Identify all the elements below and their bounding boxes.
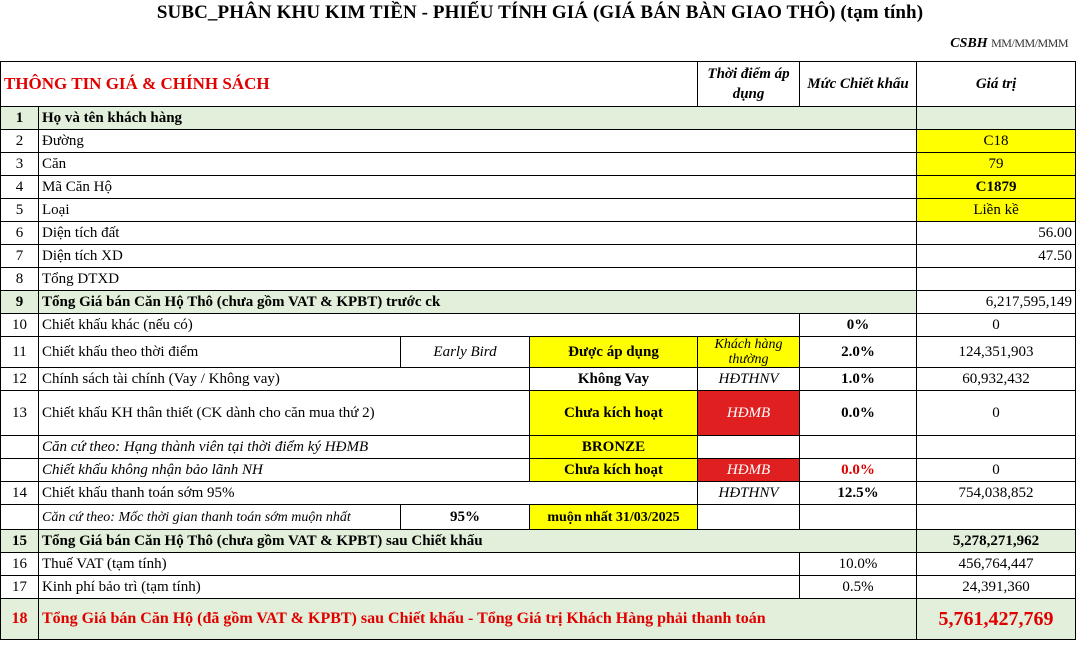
empty-cell (698, 505, 800, 530)
table-row (1, 436, 1076, 459)
page-title: SUBC_PHÂN KHU KIM TIỀN - PHIẾU TÍNH GIÁ (GIÁ BÁN BÀN GIAO THÔ) (tạm tính) (156, 2, 924, 23)
finance-policy-status[interactable]: Không Vay (530, 368, 698, 391)
finance-policy-label: Chính sách tài chính (Vay / Không vay) (39, 368, 530, 391)
early-payment-label: Chiết khấu thanh toán sớm 95% (39, 482, 698, 505)
row-number: 17 (1, 576, 39, 599)
empty-cell (800, 436, 917, 459)
row-number: 15 (1, 530, 39, 553)
row-number: 8 (1, 268, 39, 291)
time-discount-customer-type[interactable]: Khách hàng thường (698, 337, 800, 368)
total-payable-value: 5,761,427,769 (917, 599, 1076, 640)
no-guarantee-status[interactable]: Chưa kích hoạt (530, 459, 698, 482)
early-payment-basis-label: Căn cứ theo: Mốc thời gian thanh toán sớm muộn nhất (39, 505, 401, 530)
row-number: 2 (1, 130, 39, 153)
build-area-label: Diện tích XD (39, 245, 917, 268)
table-row (1, 459, 1076, 482)
vat-value: 456,764,447 (917, 553, 1076, 576)
row-number: 18 (1, 599, 39, 640)
section-title: THÔNG TIN GIÁ & CHÍNH SÁCH (1, 62, 698, 107)
time-col-header: Thời điểm áp dụng (698, 62, 800, 107)
table-row (1, 222, 1076, 245)
time-discount-status[interactable]: Được áp dụng (530, 337, 698, 368)
row-number: 4 (1, 176, 39, 199)
gross-price-value: 6,217,595,149 (917, 291, 1076, 314)
row-number: 5 (1, 199, 39, 222)
other-discount-label: Chiết khấu khác (nếu có) (39, 314, 800, 337)
table-row (1, 530, 1076, 553)
finance-policy-time: HĐTHNV (698, 368, 800, 391)
net-price-label: Tổng Giá bán Căn Hộ Thô (chưa gồm VAT & KPBT) sau Chiết khấu (39, 530, 917, 553)
time-discount-value: 124,351,903 (917, 337, 1076, 368)
time-discount-label: Chiết khấu theo thời điểm (39, 337, 401, 368)
loyal-discount-status[interactable]: Chưa kích hoạt (530, 391, 698, 436)
table-row (1, 599, 1076, 640)
unit-label: Căn (39, 153, 917, 176)
csbh-code: MM/MM/MMM (991, 36, 1068, 50)
table-row (1, 482, 1076, 505)
table-row (1, 153, 1076, 176)
row-number: 12 (1, 368, 39, 391)
row-number: 6 (1, 222, 39, 245)
unit-value[interactable]: 79 (917, 153, 1076, 176)
vat-label: Thuế VAT (tạm tính) (39, 553, 800, 576)
no-guarantee-rate: 0.0% (800, 459, 917, 482)
loyal-discount-label: Chiết khấu KH thân thiết (CK dành cho căn mua thứ 2) (39, 391, 530, 436)
empty-cell (800, 505, 917, 530)
early-bird-label: Early Bird (401, 337, 530, 368)
row-number (1, 459, 39, 482)
table-row (1, 199, 1076, 222)
table-row (1, 291, 1076, 314)
other-discount-rate[interactable]: 0% (800, 314, 917, 337)
table-row (1, 176, 1076, 199)
row-number: 16 (1, 553, 39, 576)
table-row (1, 368, 1076, 391)
row-number: 10 (1, 314, 39, 337)
price-table (0, 61, 1076, 640)
customer-name-value[interactable] (917, 107, 1076, 130)
unit-code-value[interactable]: C1879 (917, 176, 1076, 199)
table-row (1, 245, 1076, 268)
land-area-label: Diện tích đất (39, 222, 917, 245)
row-number (1, 436, 39, 459)
build-area-value: 47.50 (917, 245, 1076, 268)
maintenance-fee-label: Kinh phí bảo trì (tạm tính) (39, 576, 800, 599)
total-build-area-value (917, 268, 1076, 291)
empty-cell (698, 436, 800, 459)
no-guarantee-value: 0 (917, 459, 1076, 482)
no-guarantee-label: Chiết khấu không nhận bảo lãnh NH (39, 459, 530, 482)
vat-rate: 10.0% (800, 553, 917, 576)
value-col-header: Giá trị (917, 62, 1076, 107)
early-payment-deadline[interactable]: muộn nhất 31/03/2025 (530, 505, 698, 530)
loyal-discount-value: 0 (917, 391, 1076, 436)
customer-name-label: Họ và tên khách hàng (39, 107, 917, 130)
finance-policy-rate: 1.0% (800, 368, 917, 391)
street-label: Đường (39, 130, 917, 153)
row-number: 9 (1, 291, 39, 314)
gross-price-label: Tổng Giá bán Căn Hộ Thô (chưa gồm VAT & KPBT) trước ck (39, 291, 917, 314)
loyal-discount-rate: 0.0% (800, 391, 917, 436)
table-row (1, 314, 1076, 337)
other-discount-value: 0 (917, 314, 1076, 337)
finance-policy-value: 60,932,432 (917, 368, 1076, 391)
land-area-value: 56.00 (917, 222, 1076, 245)
header-row (1, 62, 1076, 107)
early-payment-time: HĐTHNV (698, 482, 800, 505)
row-number: 11 (1, 337, 39, 368)
table-row (1, 268, 1076, 291)
total-build-area-label: Tổng DTXD (39, 268, 917, 291)
csbh-label (950, 36, 1068, 52)
type-label: Loại (39, 199, 917, 222)
total-payable-label: Tổng Giá bán Căn Hộ (đã gồm VAT & KPBT) sau Chiết khấu - Tổng Giá trị Khách Hàng phải thanh toán (39, 599, 917, 640)
empty-cell (917, 436, 1076, 459)
csbh-prefix: CSBH (950, 36, 988, 51)
row-number: 13 (1, 391, 39, 436)
rate-col-header: Mức Chiết khấu (800, 62, 917, 107)
type-value[interactable]: Liền kề (917, 199, 1076, 222)
no-guarantee-time: HĐMB (698, 459, 800, 482)
row-number (1, 505, 39, 530)
empty-cell (917, 505, 1076, 530)
early-payment-value: 754,038,852 (917, 482, 1076, 505)
row-number: 14 (1, 482, 39, 505)
loyal-discount-time: HĐMB (698, 391, 800, 436)
table-row (1, 107, 1076, 130)
row-number: 7 (1, 245, 39, 268)
net-price-value: 5,278,271,962 (917, 530, 1076, 553)
table-row (1, 130, 1076, 153)
row-number: 1 (1, 107, 39, 130)
early-payment-pct[interactable]: 95% (401, 505, 530, 530)
maintenance-fee-value: 24,391,360 (917, 576, 1076, 599)
unit-code-label: Mã Căn Hộ (39, 176, 917, 199)
membership-tier[interactable]: BRONZE (530, 436, 698, 459)
row-number: 3 (1, 153, 39, 176)
membership-basis-label: Căn cứ theo: Hạng thành viên tại thời điểm ký HĐMB (39, 436, 530, 459)
time-discount-rate: 2.0% (800, 337, 917, 368)
table-row (1, 505, 1076, 530)
street-value[interactable]: C18 (917, 130, 1076, 153)
early-payment-rate: 12.5% (800, 482, 917, 505)
table-row (1, 391, 1076, 436)
table-row (1, 553, 1076, 576)
table-row (1, 337, 1076, 368)
table-row (1, 576, 1076, 599)
maintenance-fee-rate: 0.5% (800, 576, 917, 599)
